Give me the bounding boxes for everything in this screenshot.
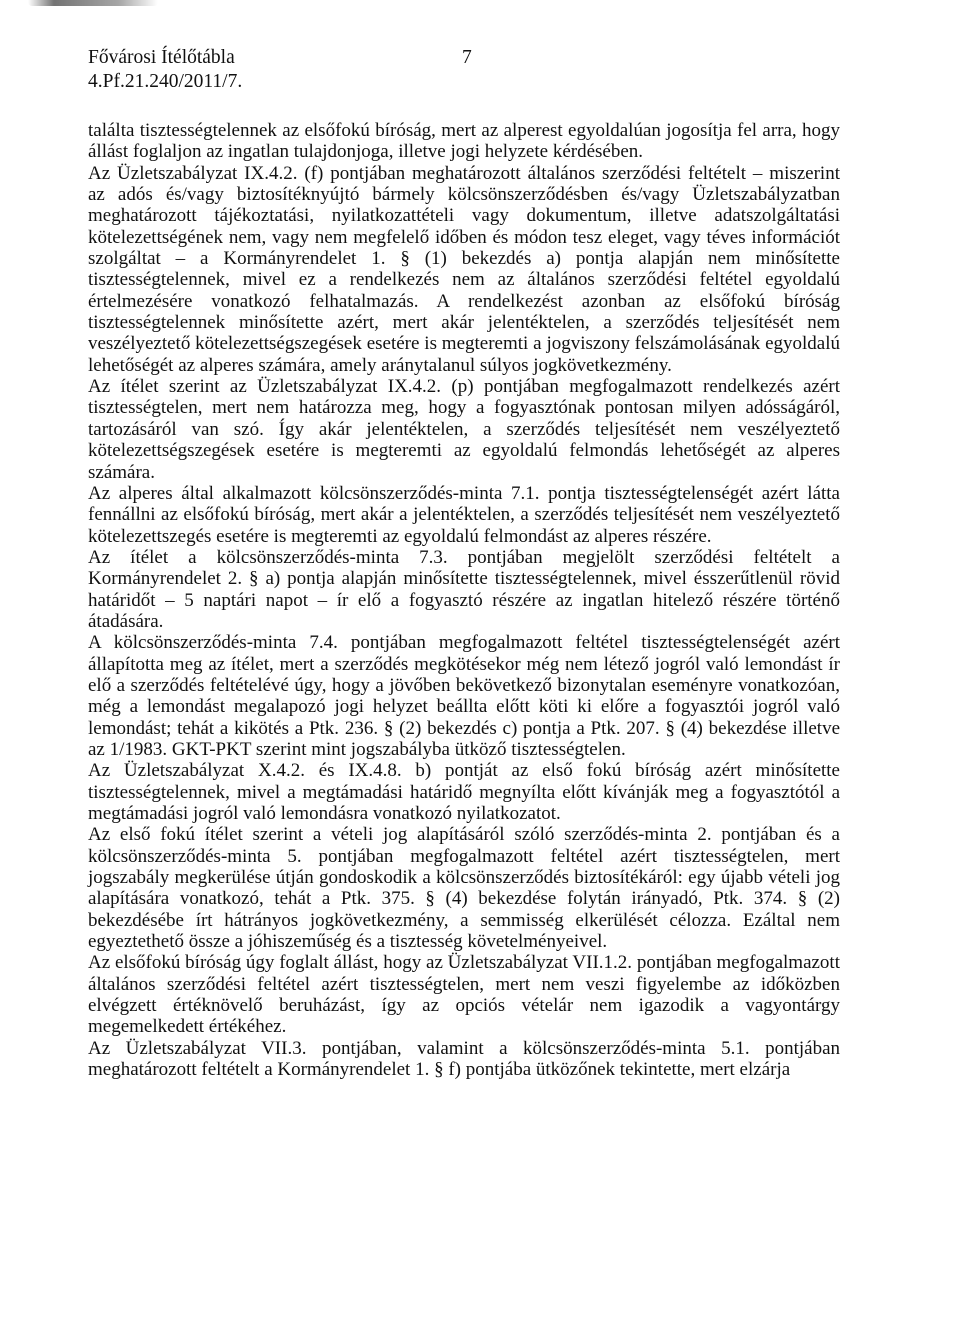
paragraph: Az ítélet szerint az Üzletszabályzat IX.4.2. (p) pontjában megfogalmazott rendelkezés azért tisztességtelen, mert nem határozza meg, hogy a fogyasztónak pontosan milyen adósságáról, tartozásáról van szó. Így akár jelentéktelen, a szerződés teljesítését nem veszélyeztető kötelezettségszegések esetére is megteremti az egyoldalú felmondás lehetőségét az alperes számára. [88, 376, 840, 483]
paragraph: A kölcsönszerződés-minta 7.4. pontjában megfogalmazott feltétel tisztességtelenségét azért állapította meg az ítélet, mert a szerződés megkötésekor még nem létező jogról való lemondást ír elő a szerződés feltételévé úgy, hogy a jövőben bekövetkező bizonytalan eseményre vonatkozóan, még a lemondást megalapozó jogi helyzet beállta előtt köti ki előre a fogyasztói jogról való lemondást; tehát a kikötés a Ptk. 236. § (2) bekezdés c) pontja a Ptk. 207. § (4) bekezdése illetve az 1/1983. GKT-PKT szerint mint jogszabályba ütköző tisztességtelen. [88, 632, 840, 760]
paragraph: Az Üzletszabályzat VII.3. pontjában, valamint a kölcsönszerződés-minta 5.1. pontjában meghatározott feltételt a Kormányrendelet 1. § f) pontjába ütközőnek tekintette, mert elzárja [88, 1037, 840, 1081]
paragraph: Az első fokú ítélet szerint a vételi jog alapításáról szóló szerződés-minta 2. pontjában és a kölcsönszerződés-minta 5. pontjában megfogalmazott feltétel azért tisztességtelen, mert jogszabály megkerülése útján gondoskodik a kölcsönszerződés biztosítékáról: egy újabb vételi jog alapítására vonatkozó, tehát a Ptk. 375. § (4) bekezdése folytán irányadó, Ptk. 374. § (2) bekezdésébe írt hátrányos jogkövetkezmény, a semmisség elkerülését célozza. Ezáltal nem egyeztethető össze a jóhiszeműség és a tisztesség követelményeivel. [88, 824, 840, 953]
paragraph: Az elsőfokú bíróság úgy foglalt állást, hogy az Üzletszabályzat VII.1.2. pontjában megfogalmazott általános szerződési feltétel azért tisztességtelen, mert nem veszi figyelembe az időközben elvégzett értéknövelő beruházást, így az opciós vételár nem igazodik a vagyontárgy megemelkedett értékéhez. [88, 952, 840, 1038]
page-number: 7 [462, 47, 472, 68]
paragraph: találta tisztességtelennek az elsőfokú bíróság, mert az alperest egyoldalúan jogosítja fel arra, hogy állást foglaljon az ingatlan tulajdonjoga, illetve jogi helyzete kérdésében. [88, 120, 840, 163]
paragraph: Az ítélet a kölcsönszerződés-minta 7.3. pontjában megjelölt szerződési feltételt a Kormányrendelet 2. § a) pontja alapján minősítette tisztességtelennek, mivel ésszerűtlenül rövid határidőt – 5 naptári napot – ír elő a fogyasztó részére az ingatlan hitelező részére történő átadására. [88, 546, 840, 632]
paragraph: Az Üzletszabályzat IX.4.2. (f) pontjában meghatározott általános szerződési feltételt – miszerint az adós és/vagy biztosítéknyújtó bármely kölcsönszerződésben és/vagy Üzletszabályzatban meghatározott tájékoztatási, nyilatkozattételi vagy dokumentum, illetve adatszolgáltatási kötelezettségének nem, vagy nem megfelelő időben és módon tesz eleget, vagy téves információt szolgáltat – a Kormányrendelet 1. § (1) bekezdés a) pontja alapján nem minősítette tisztességtelennek, mivel ez a rendelkezés nem az általános szerződési feltétel egyoldalú értelmezésére vonatkozó felhatalmazás. A rendelkezést azonban az elsőfokú bíróság tisztességtelennek minősítette azért, mert akár jelentéktelen, a szerződés teljesítését nem veszélyeztető kötelezettségszegések esetére is megteremti a jogviszony felszámolásának egyoldalú lehetőségét az alperes számára, amely aránytalanul súlyos jogkövetkezmény. [88, 162, 840, 376]
document-header [88, 46, 488, 94]
scan-artifact [28, 0, 158, 6]
case-number: 4.Pf.21.240/2011/7. [88, 71, 243, 92]
paragraph: Az alperes által alkalmazott kölcsönszerződés-minta 7.1. pontja tisztességtelenségét azért látta fennállni az elsőfokú bíróság, mert akár a jelentéktelen, a szerződés teljesítését nem veszélyeztető kötelezettszegés esetére is megteremti az egyoldalú felmondást az alperes részére. [88, 482, 840, 547]
court-name: Fővárosi Ítélőtábla [88, 47, 235, 68]
document-body [88, 120, 840, 1080]
paragraph: Az Üzletszabályzat X.4.2. és IX.4.8. b) pontját az első fokú bíróság azért minősítette tisztességtelennek, mivel a megtámadási határidő megnyílta előtt kívánják meg a fogyasztótól a megtámadási jogról való lemondásra vonatkozó nyilatkozatot. [88, 760, 840, 824]
